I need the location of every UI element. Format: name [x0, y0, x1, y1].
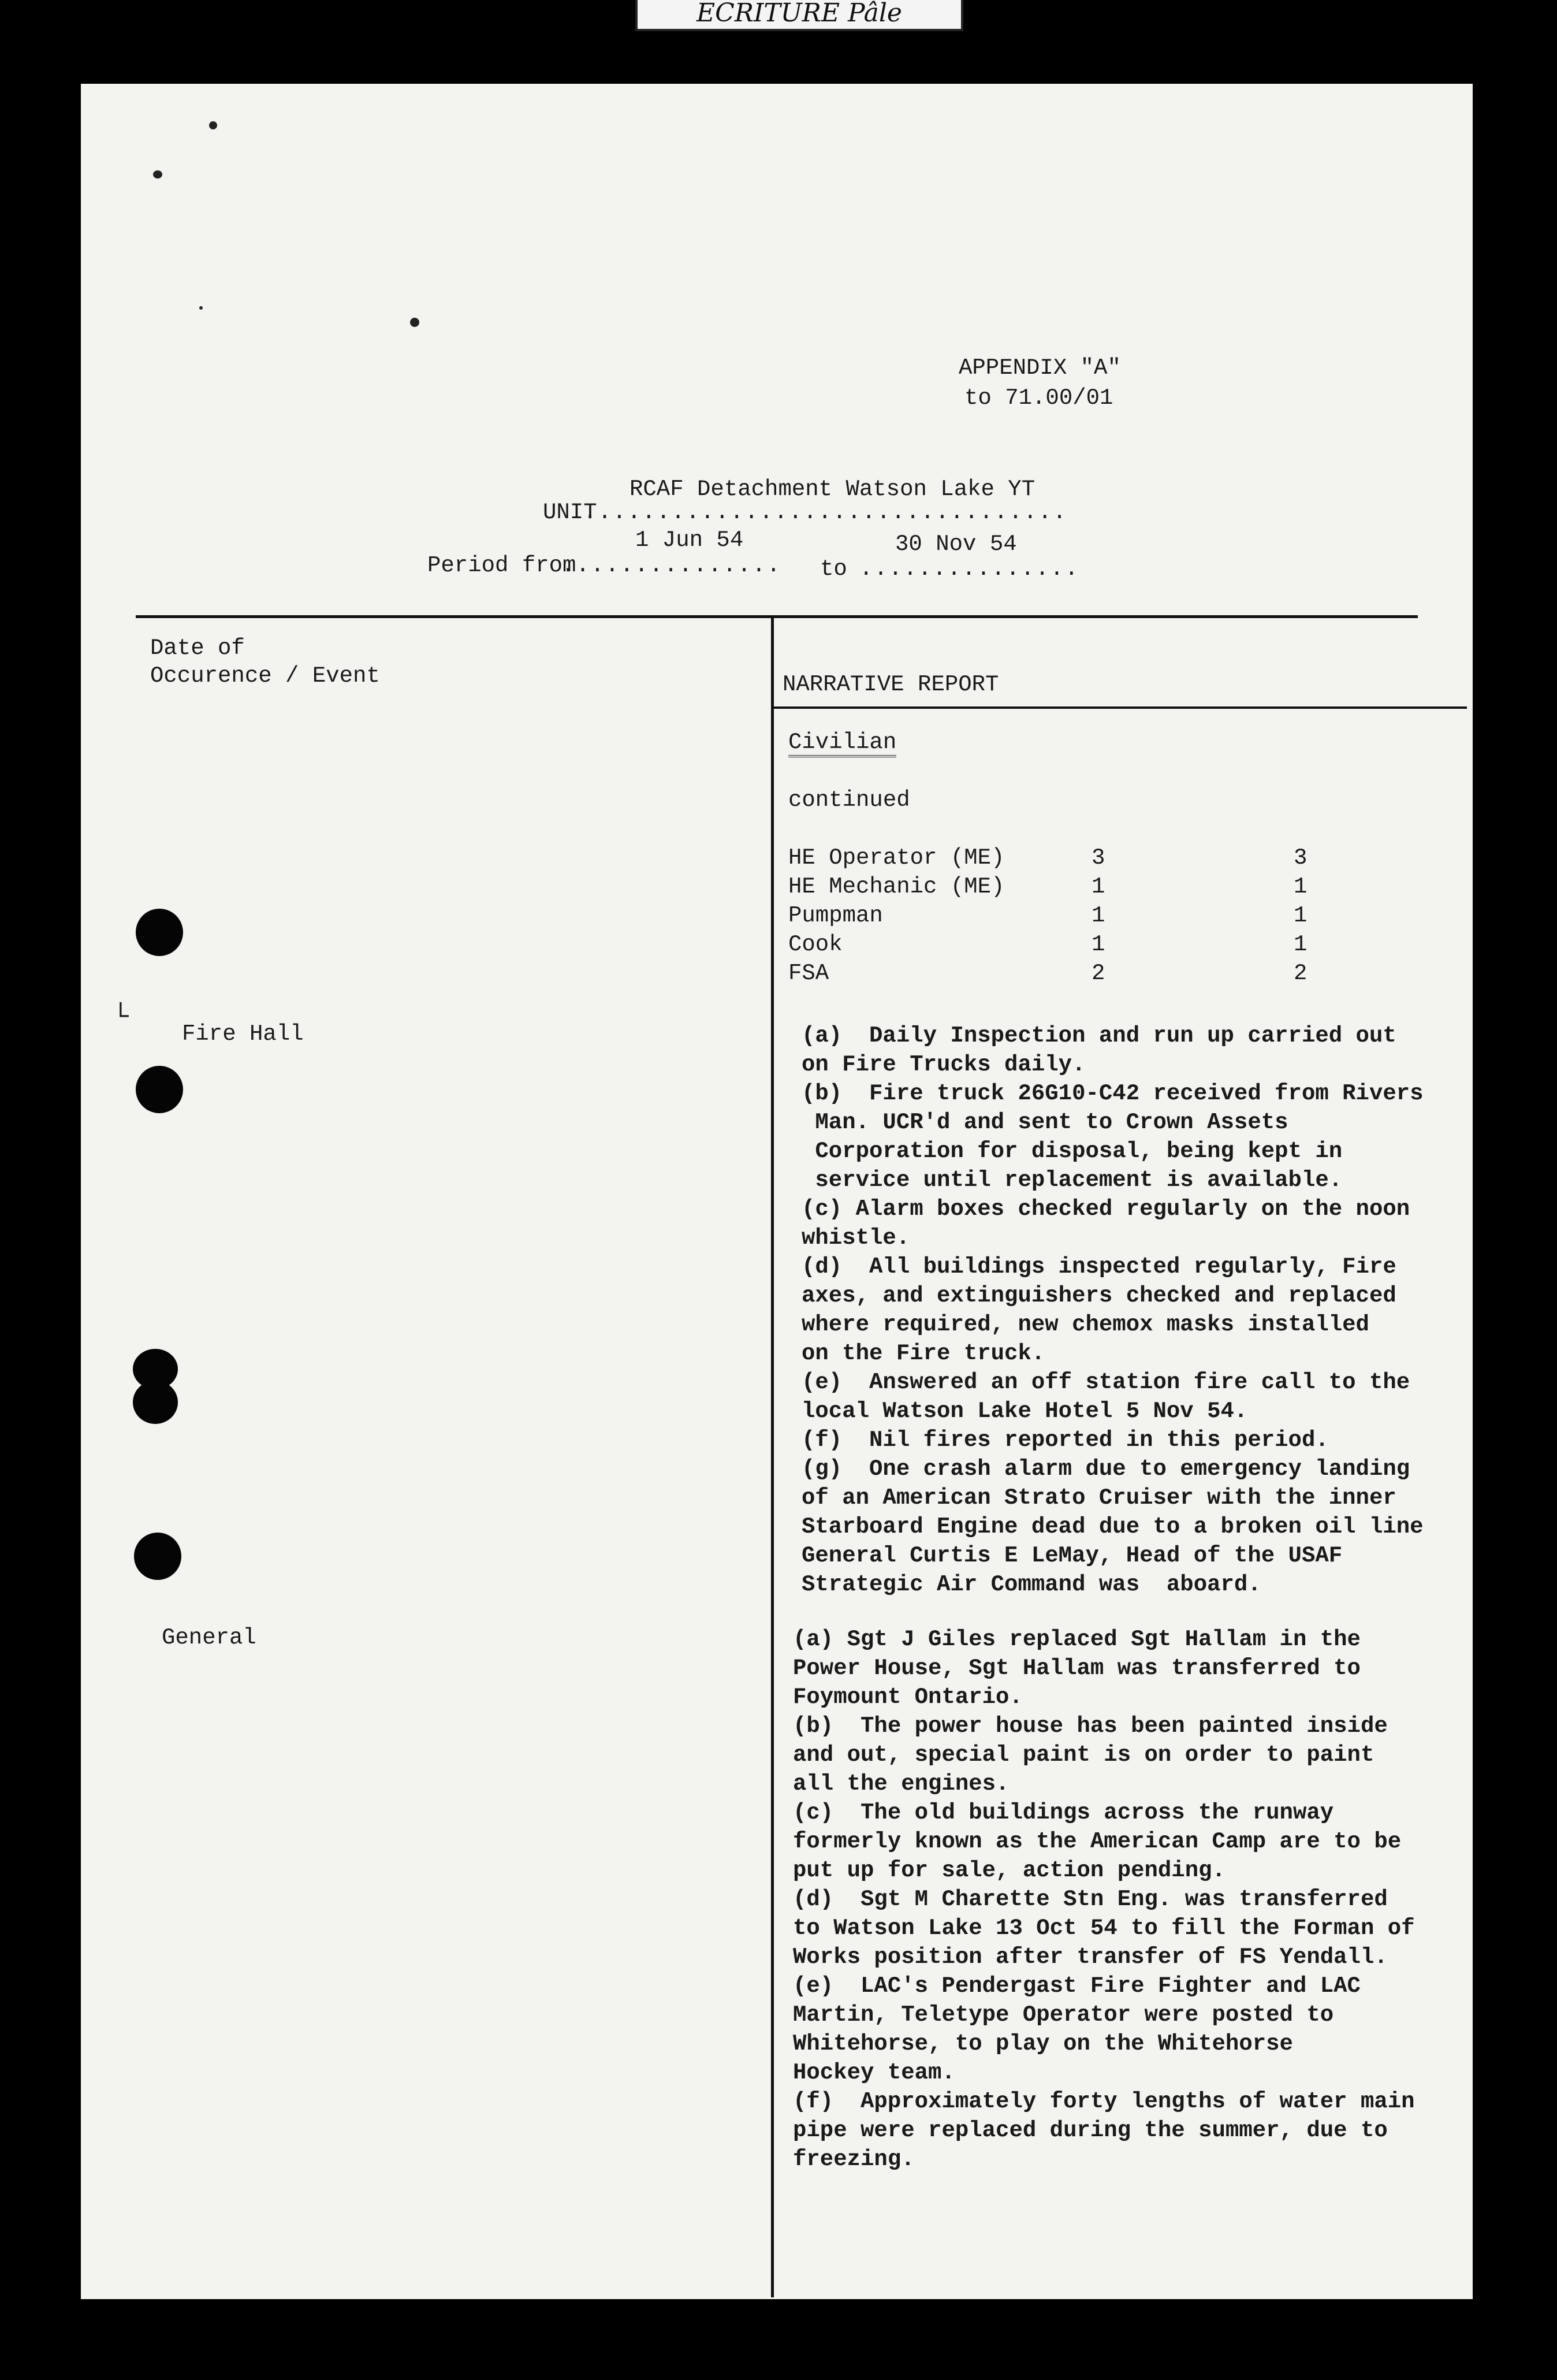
table-row-role: Pumpman — [788, 903, 883, 928]
narrative-line: on Fire Trucks daily. — [802, 1052, 1086, 1077]
narrative-line: formerly known as the American Camp are to be — [793, 1829, 1402, 1854]
period-to-value: 30 Nov 54 — [895, 531, 1017, 557]
period-from-dots: ............... — [561, 553, 782, 578]
table-row-role: Cook — [788, 932, 843, 957]
narrative-line: to Watson Lake 13 Oct 54 to fill the Forman of — [793, 1916, 1415, 1941]
narrative-line: (f) Approximately forty lengths of water main — [793, 2089, 1415, 2114]
narrative-line: local Watson Lake Hotel 5 Nov 54. — [802, 1399, 1248, 1424]
narrative-line: Martin, Teletype Operator were posted to — [793, 2002, 1334, 2028]
narrative-line: (c) The old buildings across the runway — [793, 1800, 1334, 1825]
narrative-line: General Curtis E LeMay, Head of the USAF — [802, 1543, 1343, 1568]
narrative-line: of an American Strato Cruiser with the inner — [802, 1485, 1396, 1511]
fire-hall-label: Fire Hall — [182, 1021, 304, 1047]
narrative-line: (b) Fire truck 26G10-C42 received from Rivers — [802, 1081, 1424, 1106]
narrative-line: freezing. — [793, 2147, 915, 2172]
table-row-count-a: 1 — [1092, 903, 1105, 928]
narrative-line: (d) All buildings inspected regularly, Fire — [802, 1254, 1396, 1280]
table-row-role: HE Mechanic (ME) — [788, 874, 1005, 899]
left-column-header-line1: Date of — [150, 635, 245, 661]
narrative-line: (b) The power house has been painted inside — [793, 1713, 1388, 1739]
narrative-line: axes, and extinguishers checked and replaced — [802, 1283, 1396, 1308]
civilian-heading: Civilian — [788, 730, 896, 757]
narrative-line: (c) Alarm boxes checked regularly on the noon — [802, 1196, 1410, 1222]
header-rule — [774, 706, 1467, 709]
narrative-line: Man. UCR'd and sent to Crown Assets — [802, 1110, 1288, 1135]
general-label: General — [162, 1625, 256, 1650]
margin-check-mark: └ — [113, 1002, 129, 1032]
right-column-header: NARRATIVE REPORT — [783, 672, 999, 697]
speck — [209, 121, 217, 129]
table-row-count-b: 1 — [1294, 932, 1308, 957]
table-row-count-b: 2 — [1294, 961, 1308, 986]
table-row-count-a: 1 — [1092, 932, 1105, 957]
narrative-line: pipe were replaced during the summer, due to — [793, 2118, 1388, 2143]
narrative-line: Corporation for disposal, being kept in — [802, 1139, 1343, 1164]
narrative-line: whistle. — [802, 1225, 910, 1251]
narrative-line: (a) Sgt J Giles replaced Sgt Hallam in the — [793, 1627, 1361, 1652]
archive-stamp-label: ECRITURE Pâle — [635, 0, 963, 31]
speck — [199, 306, 203, 310]
unit-value: RCAF Detachment Watson Lake YT — [629, 477, 1035, 502]
table-row-count-a: 1 — [1092, 874, 1105, 899]
narrative-line: (f) Nil fires reported in this period. — [802, 1427, 1329, 1453]
period-to-label: to — [820, 556, 847, 582]
unit-label: UNIT — [543, 500, 597, 525]
narrative-line: put up for sale, action pending. — [793, 1858, 1226, 1883]
narrative-line: and out, special paint is on order to paint — [793, 1742, 1375, 1768]
narrative-line: Whitehorse, to play on the Whitehorse — [793, 2031, 1293, 2057]
narrative-line: on the Fire truck. — [802, 1341, 1045, 1366]
narrative-line: Foymount Ontario. — [793, 1684, 1023, 1710]
unit-dotted-line: ................................. — [583, 500, 1068, 525]
narrative-line: Power House, Sgt Hallam was transferred to — [793, 1656, 1361, 1681]
narrative-line: service until replacement is available. — [802, 1167, 1343, 1193]
narrative-line: (g) One crash alarm due to emergency landing — [802, 1456, 1410, 1482]
appendix-title: APPENDIX "A" — [959, 355, 1121, 381]
left-column-header-line2: Occurence / Event — [150, 663, 380, 689]
speck — [153, 170, 162, 178]
narrative-line: where required, new chemox masks installed — [802, 1312, 1369, 1337]
period-from-value: 1 Jun 54 — [635, 527, 744, 553]
narrative-line: (d) Sgt M Charette Stn Eng. was transferred — [793, 1887, 1388, 1912]
narrative-line: (e) Answered an off station fire call to the — [802, 1370, 1410, 1395]
table-row-count-a: 2 — [1092, 961, 1105, 986]
punch-hole — [136, 909, 183, 956]
punch-hole — [133, 1381, 178, 1424]
narrative-line: (e) LAC's Pendergast Fire Fighter and LAC — [793, 1973, 1361, 1999]
narrative-line: Starboard Engine dead due to a broken oil line — [802, 1514, 1424, 1539]
narrative-line: Strategic Air Command was aboard. — [802, 1572, 1261, 1597]
table-row-count-b: 1 — [1294, 874, 1308, 899]
document-page — [81, 84, 1473, 2299]
appendix-reference: to 71.00/01 — [964, 385, 1113, 411]
table-row-role: HE Operator (ME) — [788, 845, 1005, 871]
table-row-count-b: 1 — [1294, 903, 1308, 928]
punch-hole — [136, 1066, 183, 1113]
table-top-rule — [136, 615, 1418, 618]
narrative-line: Works position after transfer of FS Yendall. — [793, 1944, 1388, 1970]
column-divider — [771, 616, 774, 2297]
period-to-dots: ............... — [859, 556, 1080, 582]
speck — [410, 318, 419, 327]
narrative-line: Hockey team. — [793, 2060, 955, 2085]
narrative-line: all the engines. — [793, 1771, 1010, 1797]
punch-hole — [134, 1533, 181, 1580]
table-row-count-a: 3 — [1092, 845, 1105, 871]
period-label: Period from — [427, 553, 576, 578]
table-row-role: FSA — [788, 961, 829, 986]
table-row-count-b: 3 — [1294, 845, 1308, 871]
civilian-continued: continued — [788, 787, 910, 813]
narrative-line: (a) Daily Inspection and run up carried out — [802, 1023, 1396, 1048]
